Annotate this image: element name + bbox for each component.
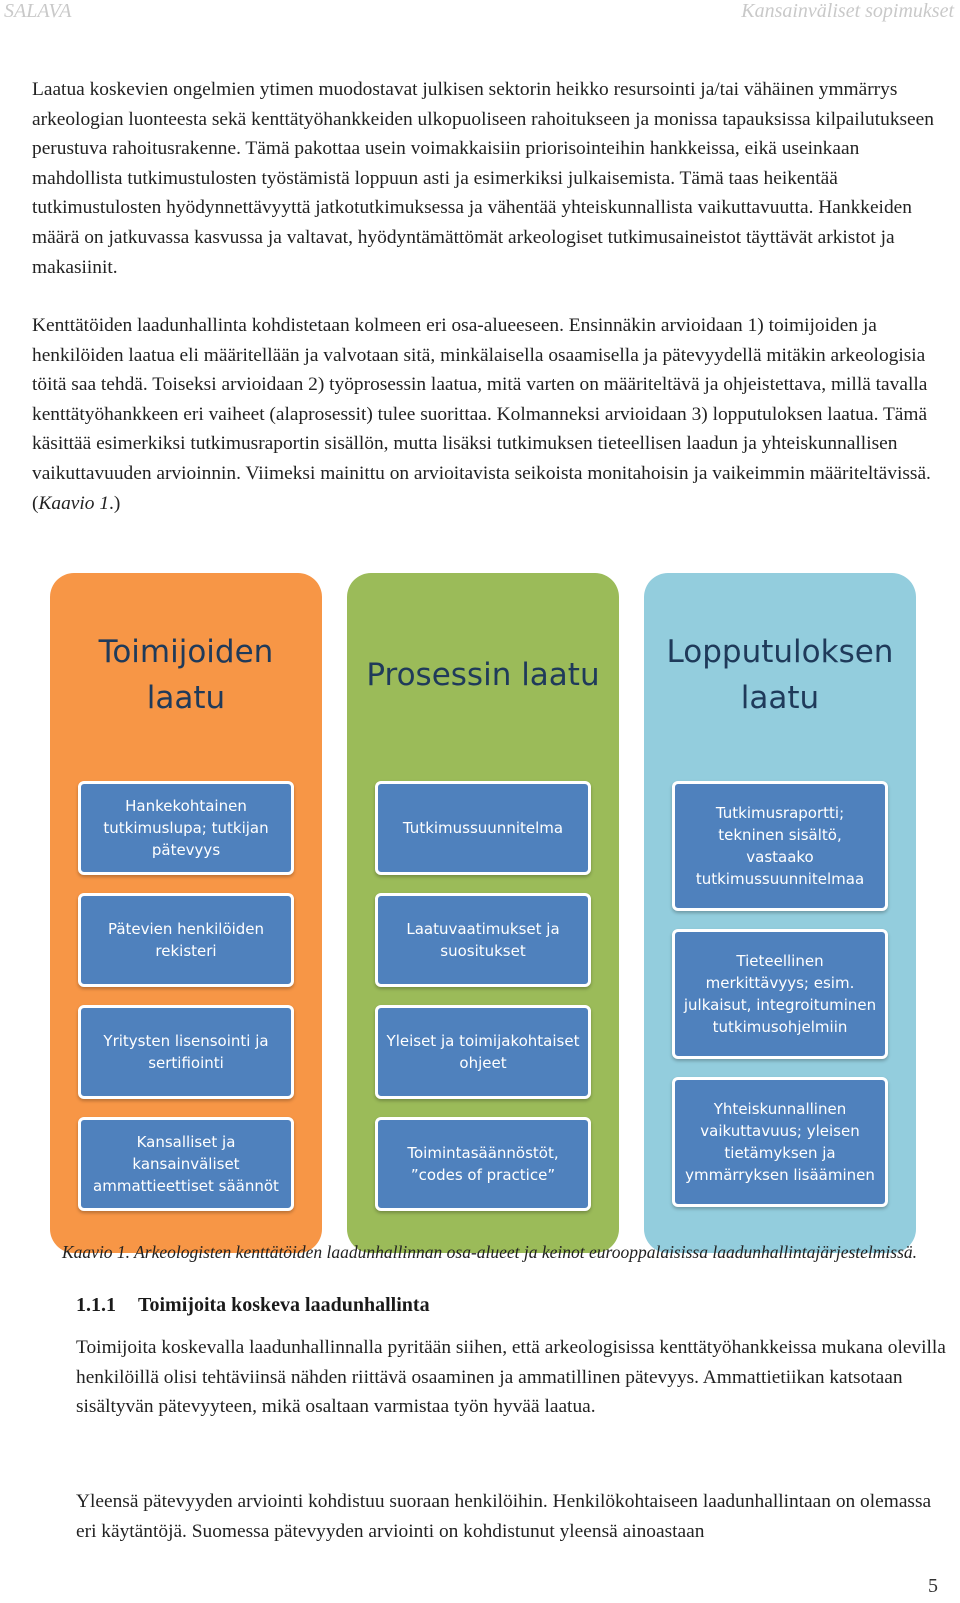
section-number: 1.1.1 bbox=[76, 1294, 116, 1316]
diagram-box: Tutkimusraportti; tekninen sisältö, vastaako tutkimussuunnitelmaa bbox=[672, 781, 888, 911]
diagram-box: Pätevien henkilöiden rekisteri bbox=[78, 893, 294, 987]
diagram-box: Yhteiskunnallinen vaikuttavuus; yleisen tietämyksen ja ymmärryksen lisääminen bbox=[672, 1077, 888, 1207]
paragraph-focus-areas bbox=[32, 311, 952, 518]
column-title: Toimijoiden laatu bbox=[98, 634, 274, 716]
diagram-box: Kansalliset ja kansainväliset ammattieettiset säännöt bbox=[78, 1117, 294, 1211]
page-number: 5 bbox=[928, 1575, 938, 1597]
diagram-box: Toimintasäännöstöt, ”codes of practice” bbox=[375, 1117, 591, 1211]
figure-caption: Kaavio 1. Arkeologisten kenttätöiden laadunhallinnan osa-alueet ja keinot eurooppalaisissa laadunhallintajärjestelmissä. bbox=[62, 1242, 918, 1262]
column-title: Lopputuloksen laatu bbox=[666, 634, 894, 716]
header-left: SALAVA bbox=[4, 0, 72, 22]
paragraph-intro: Laatua koskevien ongelmien ytimen muodostavat julkisen sektorin heikko resursointi ja/tai vähäinen ymmärrys arkeologian luonteesta sekä kenttätyöhankkeiden ulkopuoliseen rahoitukseen ja monissa tapauksissa kilpailutukseen perustuva rahoitusrakenne. Tämä pakottaa usein voimakkaisiin priorisointeihin hankkeissa, eikä useinkaan mahdollista tutkimustulosten työstämistä loppuun asti ja esimerkiksi julkaisemista. Tämä taas heikentää tutkimustulosten hyödynnettävyyttä jatkotutkimuksessa ja vähentää yhteiskunnallista vaikuttavuutta. Hankkeiden määrä on jatkuvassa kasvussa ja valtavat, hyödyntämättömät arkeologiset tutkimusaineistot täyttävät arkistot ja makasiinit. bbox=[32, 79, 934, 278]
quality-diagram bbox=[50, 573, 910, 1253]
figure-reference: Kaavio 1 bbox=[38, 492, 110, 514]
paragraph-focus-areas-text: Kenttätöiden laadunhallinta kohdistetaan kolmeen eri osa-alueeseen. Ensinnäkin arvioidaan 1) toimijoiden ja henkilöiden laatua eli määritellään ja valvotaan sitä, minkälaisella osaamisella ja pätevyydellä mitäkin arkeologisia töitä saa tehdä. Toiseksi arvioidaan 2) työprosessin laatua, mitä varten on määriteltävä ja ohjeistettava, millä tavalla kenttätyöhankkeen eri vaiheet (alaprosessit) tulee suorittaa. Kolmanneksi arvioidaan 3) lopputuloksen laatua. Tämä käsittää esimerkiksi tutkimusraportin sisällön, mutta lisäksi tutkimuksen tieteellisen laadun ja yhteiskunnallisen vaikuttavuuden arvioinnin. Viimeksi mainittu on arvioitavista seikoista monitahoisin ja vaikeimmin määriteltävissä. ( bbox=[32, 315, 931, 514]
column-process-quality bbox=[347, 573, 619, 1253]
paragraph-competence: Yleensä pätevyyden arviointi kohdistuu suoraan henkilöihin. Henkilökohtaiseen laadunhallintaan on olemassa eri käytäntöjä. Suomessa pätevyyden arviointi on kohdistunut yleensä ainoastaan bbox=[76, 1491, 932, 1542]
column-actors-quality bbox=[50, 573, 322, 1253]
header-right: Kansainväliset sopimukset bbox=[741, 0, 954, 22]
diagram-box: Tieteellinen merkittävyys; esim. julkaisut, integroituminen tutkimusohjelmiin bbox=[672, 929, 888, 1059]
section-heading bbox=[76, 1292, 430, 1318]
section-title: Toimijoita koskeva laadunhallinta bbox=[138, 1294, 430, 1316]
diagram-box: Hankekohtainen tutkimuslupa; tutkijan pätevyys bbox=[78, 781, 294, 875]
column-result-quality bbox=[644, 573, 916, 1253]
diagram-box: Yleiset ja toimijakohtaiset ohjeet bbox=[375, 1005, 591, 1099]
paragraph-actors: Toimijoita koskevalla laadunhallinnalla pyritään siihen, että arkeologisissa kenttätyöhankkeissa mukana olevilla henkilöillä olisi tehtäviinsä nähden riittävä osaaminen ja ammatillinen pätevyys. Ammattietiikan katsotaan sisältyvän pätevyyteen, mikä osaltaan varmistaa työn hyvää laatua. bbox=[76, 1337, 946, 1418]
diagram-box: Laatuvaatimukset ja suositukset bbox=[375, 893, 591, 987]
paragraph-focus-areas-end: .) bbox=[109, 492, 121, 514]
diagram-box: Yritysten lisensointi ja sertifiointi bbox=[78, 1005, 294, 1099]
column-title: Prosessin laatu bbox=[366, 657, 600, 693]
diagram-box: Tutkimussuunnitelma bbox=[375, 781, 591, 875]
